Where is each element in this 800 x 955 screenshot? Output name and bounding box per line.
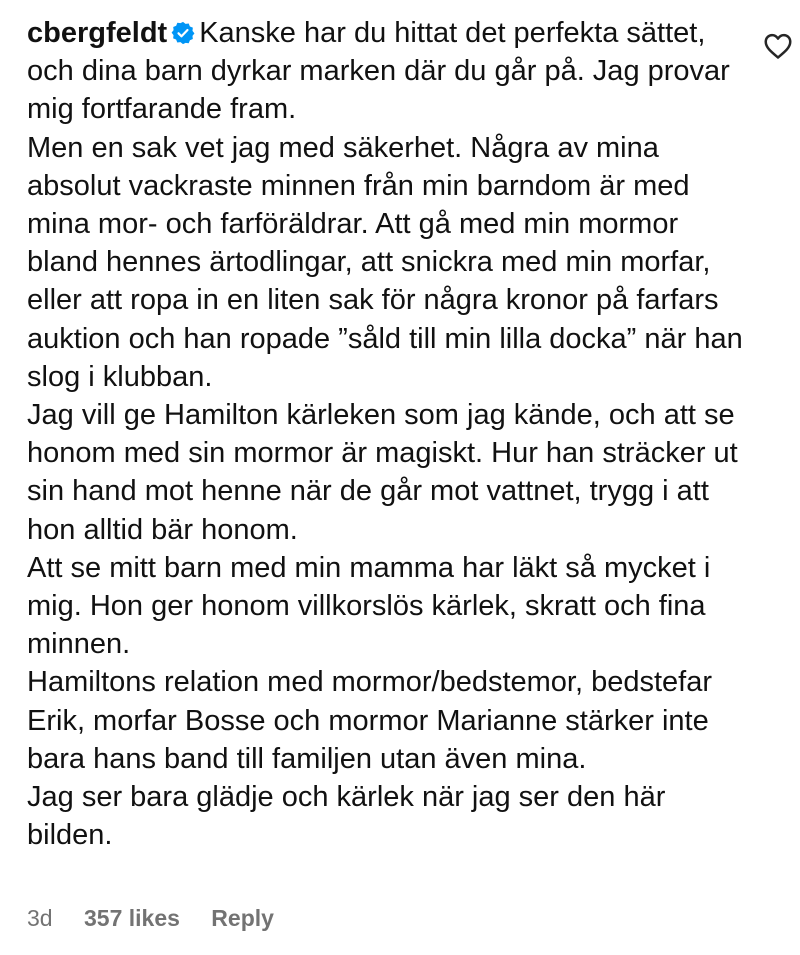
comment-paragraph-2: Men en sak vet jag med säkerhet. Några av mina absolut vackraste minnen från min barndom är med mina mor- och farföräldrar. Att gå med min mormor bland hennes ärtodlingar, att snickra med min morfar, eller att ropa in en liten sak för några kronor på farfars auktion och han ropade ”såld till min lilla docka” när han slog i klubban.	[27, 131, 743, 393]
comment	[27, 14, 747, 854]
comment-paragraph-6: Jag ser bara glädje och kärlek när jag ser den här bilden.	[27, 781, 666, 852]
comment-text	[27, 14, 747, 854]
comment-likes-count[interactable]: 357 likes	[83, 905, 180, 931]
username[interactable]: cbergfeldt	[27, 17, 168, 49]
comment-timestamp[interactable]: 3d	[27, 905, 53, 931]
comment-paragraph-1-text: Kanske har du hittat det perfekta sättet, och dina barn dyrkar marken där du går på. Jag provar mig fortfarande fram.	[27, 17, 730, 126]
comment-paragraph-4: Att se mitt barn med min mamma har läkt så mycket i mig. Hon ger honom villkorslös kärlek, skratt och fina minnen.	[27, 551, 711, 661]
comment-paragraph-3: Jag vill ge Hamilton kärleken som jag kände, och att se honom med sin mormor är magiskt. Hur han sträcker ut sin hand mot henne när de går mot vattnet, trygg i att hon alltid bär honom.	[27, 399, 738, 546]
verified-badge-icon	[171, 21, 195, 45]
reply-button[interactable]: Reply	[211, 905, 274, 931]
heart-outline-icon[interactable]	[763, 32, 793, 60]
comment-paragraph-5: Hamiltons relation med mormor/bedstemor, bedstefar Erik, morfar Bosse och mormor Marianne stärker inte bara hans band till familjen utan även mina.	[27, 666, 713, 775]
comment-paragraph-1	[27, 14, 747, 129]
comment-actions	[27, 903, 274, 933]
